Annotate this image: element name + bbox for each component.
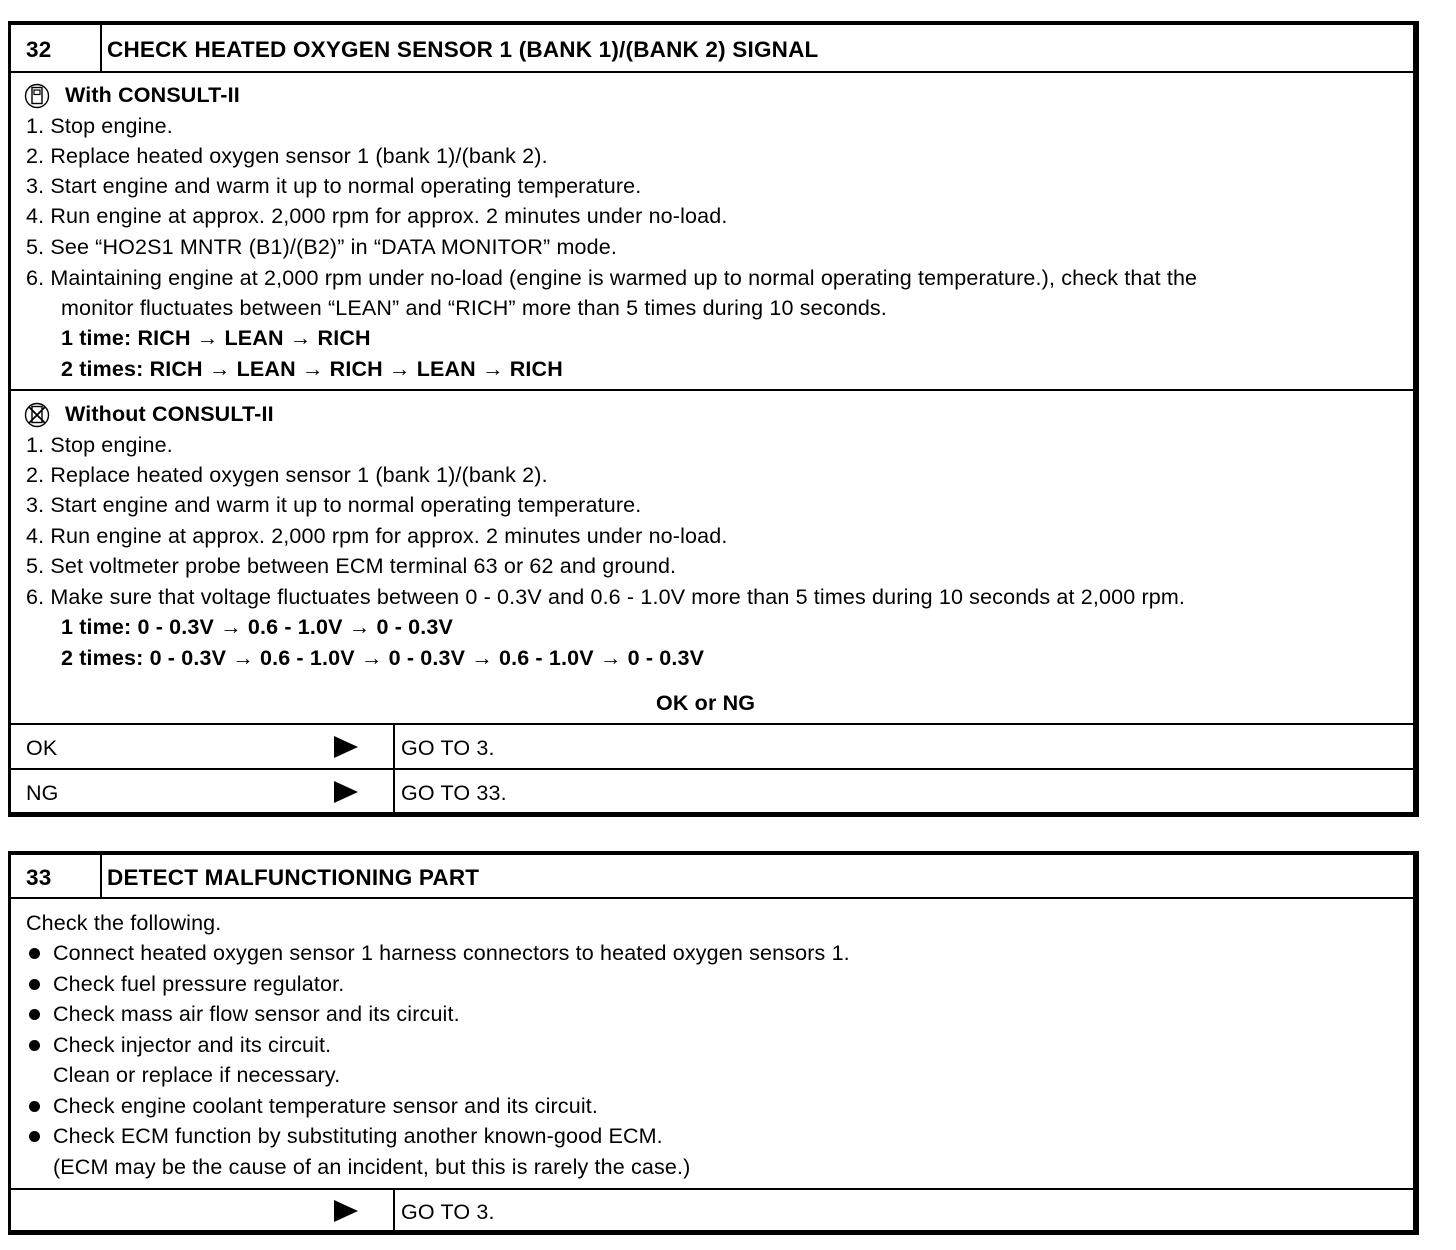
step-title: CHECK HEATED OXYGEN SENSOR 1 (BANK 1)/(BANK 2) SIGNAL [107, 37, 819, 62]
check-item-note: Clean or replace if necessary. [53, 1063, 341, 1087]
outcome-label: OK [26, 736, 58, 760]
example-two-times: 2 times: 0 - 0.3V → 0.6 - 1.0V → 0 - 0.3V → 0.6 - 1.0V → 0 - 0.3V [61, 646, 705, 670]
step-line: 4. Run engine at approx. 2,000 rpm for approx. 2 minutes under no-load. [26, 204, 728, 228]
arrow-right-icon [334, 781, 358, 803]
step-line: 6. Make sure that voltage fluctuates between 0 - 0.3V and 0.6 - 1.0V more than 5 times during 10 seconds at 2,000 rpm. [26, 585, 1186, 609]
step-line: 2. Replace heated oxygen sensor 1 (bank 1)/(bank 2). [26, 463, 548, 487]
check-item: Check engine coolant temperature sensor and its circuit. [53, 1094, 598, 1118]
bullet-icon [29, 1131, 40, 1142]
without-consult-heading: Without CONSULT-II [65, 402, 274, 426]
outcome-action-link[interactable]: GO TO 3. [401, 736, 495, 760]
outcome-label: NG [26, 781, 59, 805]
example-one-time: 1 time: 0 - 0.3V → 0.6 - 1.0V → 0 - 0.3V [61, 615, 453, 639]
outcome-rule [11, 723, 1413, 725]
header-bottom-rule [11, 897, 1413, 899]
header-divider [100, 25, 102, 71]
step-line-continuation: monitor fluctuates between “LEAN” and “RICH” more than 5 times during 10 seconds. [61, 296, 887, 320]
header-divider [100, 855, 102, 897]
step-title: DETECT MALFUNCTIONING PART [107, 865, 480, 890]
step-line: 4. Run engine at approx. 2,000 rpm for approx. 2 minutes under no-load. [26, 524, 728, 548]
step-number: 32 [26, 37, 52, 62]
step-33-table [8, 851, 1419, 1235]
step-line: 1. Stop engine. [26, 114, 173, 138]
step-32-table [8, 21, 1419, 817]
step-line: 3. Start engine and warm it up to normal operating temperature. [26, 174, 642, 198]
intro-text: Check the following. [26, 911, 222, 935]
step-line: 6. Maintaining engine at 2,000 rpm under no-load (engine is warmed up to normal operating temperature.), check that the [26, 266, 1198, 290]
bullet-icon [29, 1101, 40, 1112]
arrow-right-icon [334, 1200, 358, 1222]
check-item: Check ECM function by substituting another known-good ECM. [53, 1124, 663, 1148]
section-divider [11, 389, 1413, 391]
arrow-right-icon [334, 736, 358, 758]
header-bottom-rule [11, 71, 1413, 73]
step-line: 5. Set voltmeter probe between ECM terminal 63 or 62 and ground. [26, 554, 677, 578]
check-item-note: (ECM may be the cause of an incident, but this is rarely the case.) [53, 1155, 691, 1179]
example-two-times: 2 times: RICH → LEAN → RICH → LEAN → RICH [61, 357, 563, 381]
check-item: Check fuel pressure regulator. [53, 972, 345, 996]
example-one-time: 1 time: RICH → LEAN → RICH [61, 326, 371, 350]
outcome-action-link[interactable]: GO TO 3. [401, 1200, 495, 1224]
step-line: 5. See “HO2S1 MNTR (B1)/(B2)” in “DATA MONITOR” mode. [26, 235, 617, 259]
with-consult-heading: With CONSULT-II [65, 83, 240, 107]
bullet-icon [29, 948, 40, 959]
consult-tool-icon [24, 83, 50, 109]
outcome-action-link[interactable]: GO TO 33. [401, 781, 507, 805]
step-number: 33 [26, 865, 52, 890]
outcome-column-divider [393, 1188, 395, 1230]
bullet-icon [29, 1009, 40, 1020]
outcome-row-rule [11, 768, 1413, 770]
step-line: 2. Replace heated oxygen sensor 1 (bank 1)/(bank 2). [26, 144, 548, 168]
outcome-rule [11, 1188, 1413, 1190]
step-line: 3. Start engine and warm it up to normal operating temperature. [26, 493, 642, 517]
result-prompt: OK or NG [656, 691, 756, 715]
bullet-icon [29, 979, 40, 990]
bullet-icon [29, 1040, 40, 1051]
check-item: Connect heated oxygen sensor 1 harness connectors to heated oxygen sensors 1. [53, 941, 850, 965]
check-item: Check mass air flow sensor and its circuit. [53, 1002, 460, 1026]
step-line: 1. Stop engine. [26, 433, 173, 457]
check-item: Check injector and its circuit. [53, 1033, 332, 1057]
no-consult-tool-icon [24, 402, 50, 428]
